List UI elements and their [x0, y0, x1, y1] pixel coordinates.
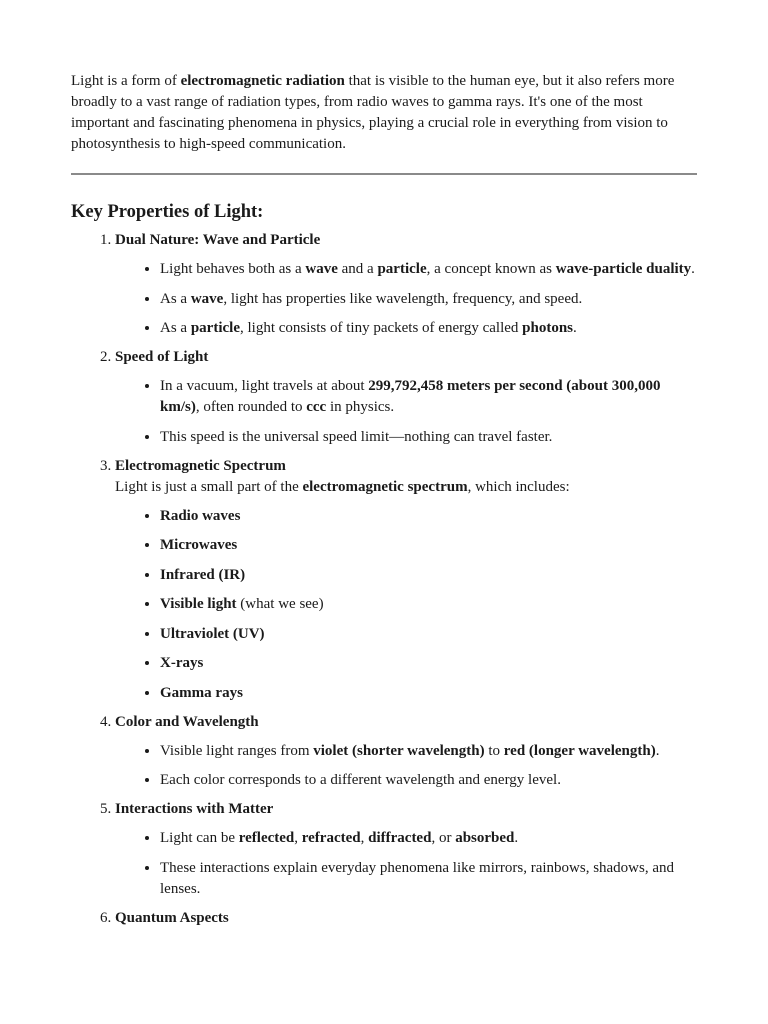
text-run: , or	[431, 830, 456, 846]
bold-text: electromagnetic spectrum	[302, 478, 468, 495]
bold-text: ccc	[306, 399, 327, 415]
bullet-item	[160, 594, 697, 615]
bullet-item	[160, 828, 697, 849]
bold-text: violet (shorter wavelength)	[313, 742, 485, 759]
property-bullet-list	[115, 506, 697, 704]
property-bullet-list	[115, 259, 697, 339]
bold-text: photons	[522, 320, 574, 336]
properties-list	[71, 230, 697, 929]
bold-text: Gamma rays	[160, 684, 243, 701]
text-run: , often rounded to	[195, 399, 307, 415]
text-run: ,	[294, 830, 302, 846]
bold-text: Microwaves	[160, 537, 238, 553]
bullet-item	[160, 624, 697, 645]
text-run: that is visible to the human eye, but it also refers more broadly to a vast range of radiation types, from radio waves to gamma rays. It's one of the most important and fascinating phenomena in physics, playing a crucial role in everything from vision to photosynthesis to high-speed communication.	[71, 73, 675, 152]
section-divider	[71, 173, 697, 175]
bold-text: X-rays	[160, 655, 204, 671]
text-run: , light consists of tiny packets of energy called	[239, 320, 523, 336]
text-run: Light can be	[160, 830, 239, 846]
bold-text: diffracted	[368, 830, 432, 846]
bold-text: refracted	[301, 830, 361, 846]
text-run: Each color corresponds to a different wavelength and energy level.	[160, 772, 561, 788]
property-item	[115, 799, 697, 900]
bullet-item	[160, 506, 697, 527]
bold-text: wave-particle duality	[555, 261, 692, 277]
property-description	[115, 477, 697, 498]
bullet-item	[160, 535, 697, 556]
bullet-item	[160, 653, 697, 674]
text-run: These interactions explain everyday phenomena like mirrors, rainbows, shadows, and lenses.	[160, 859, 675, 897]
bold-text: reflected	[238, 830, 295, 846]
text-run: Light is a form of	[71, 73, 181, 89]
bold-text: Infrared (IR)	[160, 566, 246, 583]
bullet-item	[160, 741, 697, 762]
property-item	[115, 712, 697, 792]
text-run: .	[514, 830, 519, 846]
bullet-item	[160, 259, 697, 280]
property-item	[115, 230, 697, 339]
text-run: As a	[160, 320, 191, 336]
property-title: Quantum Aspects	[115, 909, 229, 926]
text-run: Light behaves both as a	[160, 261, 306, 277]
bold-text: Radio waves	[160, 507, 241, 524]
bold-text: absorbed	[455, 830, 515, 846]
property-title: Electromagnetic Spectrum	[115, 457, 286, 474]
bold-text: 299,792,458 meters per second (about 300,000 km/s)	[160, 378, 661, 415]
bold-text: particle	[377, 261, 427, 277]
bullet-item	[160, 683, 697, 704]
property-title: Dual Nature: Wave and Particle	[115, 232, 321, 248]
bullet-item	[160, 565, 697, 586]
text-run: .	[573, 320, 577, 336]
bullet-item	[160, 318, 697, 339]
text-run: This speed is the universal speed limit—nothing can travel faster.	[160, 428, 553, 445]
property-bullet-list	[115, 741, 697, 792]
bullet-item	[160, 858, 697, 900]
property-title: Color and Wavelength	[115, 713, 259, 730]
text-run: in physics.	[326, 399, 395, 415]
property-bullet-list	[115, 376, 697, 448]
text-run: (what we see)	[236, 596, 324, 612]
text-run: , a concept known as	[426, 261, 556, 277]
bold-text: wave	[305, 261, 338, 277]
text-run: , which includes:	[467, 478, 570, 495]
text-run: .	[655, 742, 660, 759]
text-run: Visible light ranges from	[160, 742, 314, 759]
property-item	[115, 456, 697, 704]
property-item	[115, 347, 697, 448]
text-run: ,	[360, 830, 369, 846]
section-heading: Key Properties of Light:	[71, 202, 264, 222]
text-run: to	[484, 742, 504, 759]
text-run: and a	[337, 261, 378, 277]
text-run: In a vacuum, light travels at about	[160, 378, 369, 394]
bold-text: Visible light	[160, 596, 237, 612]
property-title: Speed of Light	[115, 349, 209, 365]
text-run: Light is just a small part of the	[115, 478, 303, 495]
bold-text: red (longer wavelength)	[503, 742, 656, 759]
property-title: Interactions with Matter	[115, 801, 274, 817]
bold-text: wave	[190, 290, 224, 307]
property-bullet-list	[115, 828, 697, 900]
property-item	[115, 908, 697, 929]
bold-text: particle	[190, 320, 240, 336]
intro-paragraph	[71, 71, 697, 155]
bullet-item	[160, 770, 697, 791]
text-run: , light has properties like wavelength, frequency, and speed.	[223, 290, 583, 307]
text-run: As a	[160, 290, 191, 307]
bullet-item	[160, 289, 697, 310]
bold-text: Ultraviolet (UV)	[160, 625, 265, 642]
bullet-item	[160, 376, 697, 418]
bold-text: electromagnetic radiation	[180, 73, 345, 89]
text-run: .	[691, 261, 695, 277]
bullet-item	[160, 427, 697, 448]
